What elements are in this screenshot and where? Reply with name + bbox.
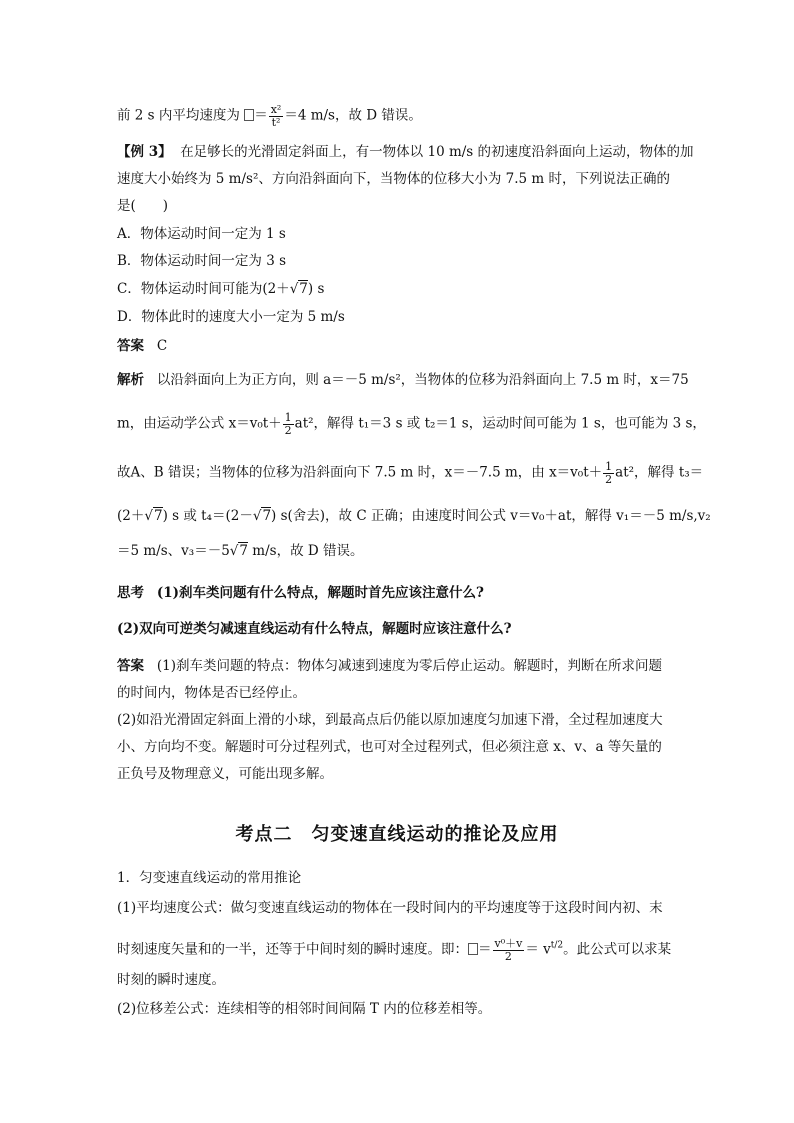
analysis-line-5: ＝5 m/s、v₃＝－5√7 m/s，故 D 错误。 <box>117 543 364 559</box>
answer2-text-1: (1)刹车类问题的特点：物体匀减速到速度为零后停止运动。解题时，判断在所求问题 <box>156 658 662 674</box>
frac-den: t² <box>271 115 281 129</box>
example-3-line-1 <box>117 146 694 160</box>
paragraph-3: 时刻速度矢量和的一半，还等于中间时刻的瞬时速度。即： ＝ $\frac{\text{v⁰＋v}}{2}$ ＝ $v^{t/2}$。此公式可以求某 <box>117 937 672 963</box>
example-3-text-1: 在足够长的光滑固定斜面上，有一物体以 10 m/s 的初速度沿斜面向上运动，物体的加 <box>180 144 694 160</box>
sqrt-value: 7 <box>239 543 248 559</box>
think-label: 思考 <box>117 585 144 601</box>
paragraph-3-prefix: 时刻速度矢量和的一半，还等于中间时刻的瞬时速度。即： <box>117 941 468 958</box>
answer2-line-1 <box>117 660 662 674</box>
paragraph-3-eq: ＝ v <box>525 941 551 958</box>
avg-velocity-fraction <box>493 938 525 962</box>
paragraph-4: 时刻的瞬时速度。 <box>117 972 225 988</box>
answer-line <box>117 340 167 354</box>
sqrt-value: 7 <box>153 508 163 524</box>
analysis-line-2 <box>117 412 706 436</box>
option-a: A．物体运动时间一定为 1 s <box>117 226 286 242</box>
analysis-text-4c: ) s(舍去)，故 C 正确；由速度时间公式 v＝v₀＋at，解得 v₁＝－5 m/s,v₂ <box>271 508 711 524</box>
frac-den: 2 <box>284 423 292 437</box>
half-fraction <box>603 461 614 485</box>
v-bar-symbol <box>244 109 254 121</box>
analysis-text-3a: 故A、B 错误；当物体的位移为沿斜面向下 7.5 m 时，x＝－7.5 m，由 x＝v₀t＋ <box>117 464 603 481</box>
frac-den: 2 <box>504 949 512 963</box>
analysis-line-3 <box>117 461 703 485</box>
example-tag: 【例 3】 <box>117 144 172 160</box>
example-3-line-2: 速度大小始终为 5 m/s²、方向沿斜面向下，当物体的位移大小为 7.5 m 时，下列说法正确的 <box>117 171 671 187</box>
paragraph-5: (2)位移差公式：连续相等的相邻时间间隔 T 内的位移差相等。 <box>117 1001 492 1017</box>
fraction <box>269 104 284 128</box>
answer2-line-5: 正负号及物理意义，可能出现多解。 <box>117 766 333 782</box>
answer-label: 答案 <box>117 338 144 354</box>
paragraph-3-suffix: 。此公式可以求某 <box>563 941 672 958</box>
option-c-suffix: ) s <box>307 281 325 297</box>
analysis-line-4: (2＋√7) s 或 t₄＝(2－√7) s(舍去)，故 C 正确；由速度时间公式 v＝v₀＋at，解得 v₁＝－5 m/s,v₂ <box>117 508 711 524</box>
think-question-1: (1)刹车类问题有什么特点，解题时首先应该注意什么? <box>156 585 484 601</box>
answer2-line-2: 的时间内，物体是否已经停止。 <box>117 685 306 701</box>
frac-num: v⁰＋v <box>494 937 523 950</box>
sqrt-value: 7 <box>299 281 308 297</box>
analysis-text-5b: m/s，故 D 错误。 <box>248 543 364 559</box>
analysis-label: 解析 <box>117 372 144 388</box>
example-3-line-3: 是( ) <box>117 198 169 214</box>
line-1-suffix: ＝4 m/s，故 D 错误。 <box>284 107 422 124</box>
option-c-prefix: C．物体运动时间可能为(2＋ <box>117 281 290 297</box>
frac-num: x² <box>270 103 282 116</box>
half-fraction <box>283 412 294 436</box>
answer2-line-3: (2)如沿光滑固定斜面上滑的小球，到最高点后仍能以原加速度匀加速下滑，全过程加速度大 <box>117 712 663 728</box>
analysis-text-3b: at²，解得 t₃＝ <box>615 464 704 481</box>
option-b: B．物体运动时间一定为 3 s <box>117 253 287 269</box>
paragraph-1: 1．匀变速直线运动的常用推论 <box>117 870 302 886</box>
frac-num: 1 <box>605 460 613 473</box>
answer2-line-4: 小、方向均不变。解题时可分过程列式，也可对全过程列式，但必须注意 x、v、a 等矢量的 <box>117 739 662 755</box>
analysis-text-4a: (2＋ <box>117 508 145 524</box>
analysis-line-1 <box>117 374 689 388</box>
think-line-1 <box>117 587 484 601</box>
analysis-text-5a: ＝5 m/s、v₃＝－5 <box>117 543 230 559</box>
mid-time-superscript: t/2 <box>550 940 564 951</box>
line-1: 前 2 s 内平均速度为 ＝ $\frac{\text{x²}}{\text{t²}}$ ＝4 m/s，故 D 错误。 <box>117 103 422 129</box>
answer-value: C <box>156 338 168 354</box>
think-question-2: (2)双向可逆类匀减速直线运动有什么特点，解题时应该注意什么? <box>117 621 512 637</box>
answer2-label: 答案 <box>117 658 144 674</box>
analysis-text-2a: m，由运动学公式 x＝v₀t＋ <box>117 415 282 432</box>
analysis-text-2b: at²，解得 t₁＝3 s 或 t₂＝1 s，运动时间可能为 1 s，也可能为 3 s， <box>294 415 706 432</box>
analysis-text-4b: ) s 或 t₄＝(2－ <box>162 508 253 524</box>
section-heading: 考点二 匀变速直线运动的推论及应用 <box>235 824 559 845</box>
frac-den: 2 <box>605 472 613 486</box>
frac-num: 1 <box>284 411 292 424</box>
paragraph-2: (1)平均速度公式：做匀变速直线运动的物体在一段时间内的平均速度等于这段时间内初、末 <box>117 900 663 916</box>
analysis-text-1: 以沿斜面向上为正方向，则 a＝－5 m/s²，当物体的位移为沿斜面向上 7.5 m 时，x＝75 <box>156 372 689 388</box>
sqrt-value: 7 <box>262 508 272 524</box>
option-d: D．物体此时的速度大小一定为 5 m/s <box>117 309 345 325</box>
option-c: C．物体运动时间可能为(2＋√7) s <box>117 281 325 297</box>
v-bar-symbol <box>468 943 478 955</box>
line-1-prefix: 前 2 s 内平均速度为 <box>117 107 240 124</box>
